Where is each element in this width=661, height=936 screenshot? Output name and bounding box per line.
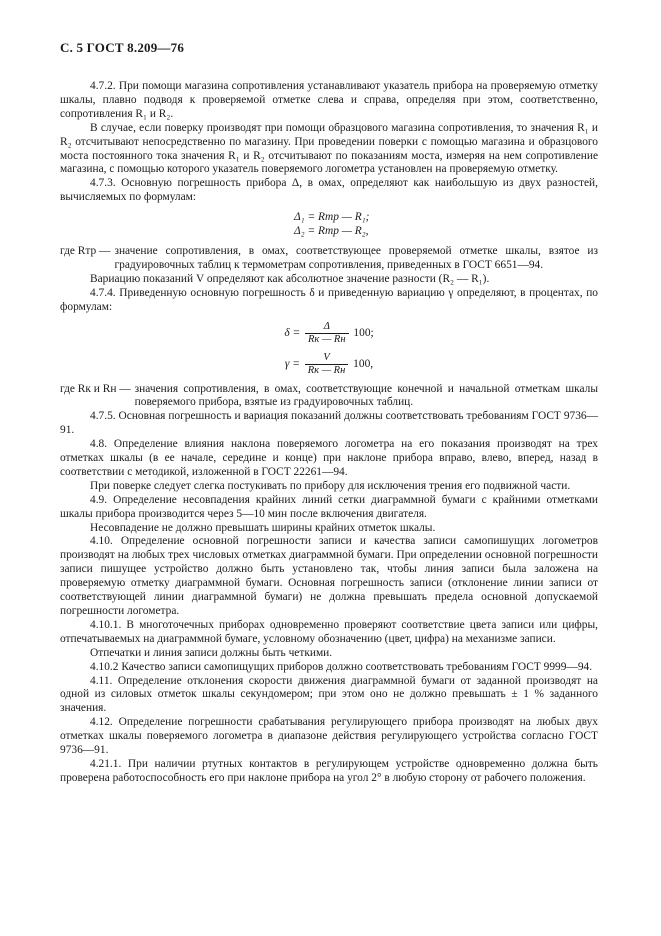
- formula-gamma-numerator: V: [305, 352, 349, 365]
- formula-delta-fraction: [305, 321, 349, 346]
- formula-gamma-fraction: [305, 352, 349, 377]
- formula-delta-reduced: [60, 321, 598, 346]
- formula-delta-left: δ =: [284, 326, 301, 339]
- where-rk-rn-text: значения сопротивления, в омах, соответствующие конечной и начальной отметкам шкалы поверяемого прибора, взятые из градуировочных таблиц.: [134, 382, 598, 409]
- paragraph-4-9-cont: Несовпадение не должно превышать ширины крайних отметок шкалы.: [90, 521, 436, 534]
- paragraph-4-10-2: 4.10.2 Качество записи самопищущих приборов должно соответствовать требованиям ГОСТ 9999—94.: [90, 660, 593, 673]
- formula-gamma-left: γ =: [284, 357, 300, 370]
- formula-delta-right: 100;: [353, 326, 374, 339]
- formula-gamma-right: 100,: [353, 357, 374, 370]
- formula-gamma-denominator: Rк — Rн: [307, 364, 346, 376]
- paragraph-4-8-cont: При поверке следует слегка постукивать по прибору для исключения трения его подвижной части.: [90, 479, 571, 492]
- paragraph-4-7-4: 4.7.4. Приведенную основную погрешность δ и приведенную вариацию γ определяют, в процентах, по формулам:: [60, 286, 598, 313]
- paragraph-4-7-2: 4.7.2. При помощи магазина сопротивления устанавливают указатель прибора на проверяемую отметку шкалы, плавно подводя к проверяемой отметке слева и справа, определяя при этом, соответственно, сопротивления R₁ и R₂.: [60, 80, 598, 120]
- where-rk-rn-label: где Rк и Rн —: [60, 382, 131, 395]
- paragraph-4-7-2-cont: В случае, если поверку производят при помощи образцового магазина сопротивления, то значения R₁ и R₂ отсчитывают непосредственно по магазину. При проведении поверки с помощью магазина и образцового моста постоянного тока значения R₁ и R₂ отсчитывают по показаниям моста, измеряя на нем сопротивление магазина, с помощью которого указатель поверяемого логометра установлен на проверяемую отметку.: [60, 121, 598, 176]
- paragraph-variation: Вариацию показаний V определяют как абсолютное значение разности (R₂ — R₁).: [90, 272, 490, 285]
- formula-gamma: [60, 352, 598, 377]
- paragraph-4-9: 4.9. Определение несовпадения крайних линий сетки диаграммной бумаги с крайними отметками шкалы прибора производится через 5—10 мин после включения двигателя.: [60, 493, 598, 520]
- page-header: С. 5 ГОСТ 8.209—76: [60, 40, 185, 55]
- where-rtr-text: значение сопротивления, в омах, соответствующее проверяемой отметке шкалы, взятое из градуировочных таблиц к термометрам сопротивления, приведенных в ГОСТ 6651—94.: [114, 244, 598, 271]
- paragraph-4-10: 4.10. Определение основной погрешности записи и качества записи самопишущих логометров производят на любых трех числовых отметках диаграммной бумаги. При определении основной погрешности записи пишущее устройство должно быть установлено так, чтобы линия записи была заложена на проверяемую отметку диаграммной бумаги. Основная погрешность записи (отклонение линии записи от соответствующей линии диаграммной бумаги) не должна превышать предела основной допускаемой погрешности логометра.: [60, 535, 598, 617]
- where-rtr-label: где Rтр —: [60, 244, 111, 257]
- formula-delta-denominator: Rк — Rн: [308, 333, 346, 345]
- paragraph-4-10-1: 4.10.1. В многоточечных приборах одновременно проверяют соответствие цвета записи или цифры, отпечатываемых на диаграммной бумаге, условному обозначению (цвет, цифра) на механизме записи.: [60, 618, 598, 645]
- where-rk-rn: [60, 383, 598, 411]
- paragraph-4-11: 4.11. Определение отклонения скорости движения диаграммной бумаги от заданной производят на одной из силовых отметок шкалы секундомером; при этом оно не должно превышать ± 1 % заданного значения.: [60, 674, 598, 715]
- formula-delta-1: Δ₁ = Rтр — R₁;: [294, 211, 370, 224]
- formula-delta-numerator: Δ: [305, 321, 349, 334]
- paragraph-4-7-5: 4.7.5. Основная погрешность и вариация показаний должны соответствовать требованиям ГОСТ 9736—91.: [60, 410, 598, 437]
- paragraph-4-7-3: 4.7.3. Основную погрешность прибора Δ, в омах, определяют как наибольшую из двух разностей, вычисляемых по формулам:: [60, 177, 598, 204]
- formula-delta-2: Δ₂ = Rтр — R₂,: [294, 225, 369, 238]
- paragraph-4-10-1-cont: Отпечатки и линия записи должны быть четкими.: [90, 646, 333, 659]
- paragraph-4-12: 4.12. Определение погрешности срабатывания регулирующего прибора производят на любых двух отметках шкалы поверяемого логометра в диапазоне действия регулирующего устройства согласно ГОСТ 9736—91.: [60, 716, 598, 757]
- paragraph-4-8: 4.8. Определение влияния наклона поверяемого логометра на его показания производят на трех отметках шкалы (в ее начале, середине и конце) при наклоне прибора вправо, влево, вперед, назад в соответствии с методикой, изложенной в ГОСТ 22261—94.: [60, 438, 598, 478]
- paragraph-4-21-1: 4.21.1. При наличии ртутных контактов в регулирующем устройстве одновременно должна быть проверена работоспособность его при наклоне прибора на угол 2° в любую сторону от рабочего положения.: [60, 757, 598, 784]
- where-rtr: [60, 245, 598, 273]
- formula-delta: [294, 211, 598, 239]
- document-page: [60, 40, 598, 786]
